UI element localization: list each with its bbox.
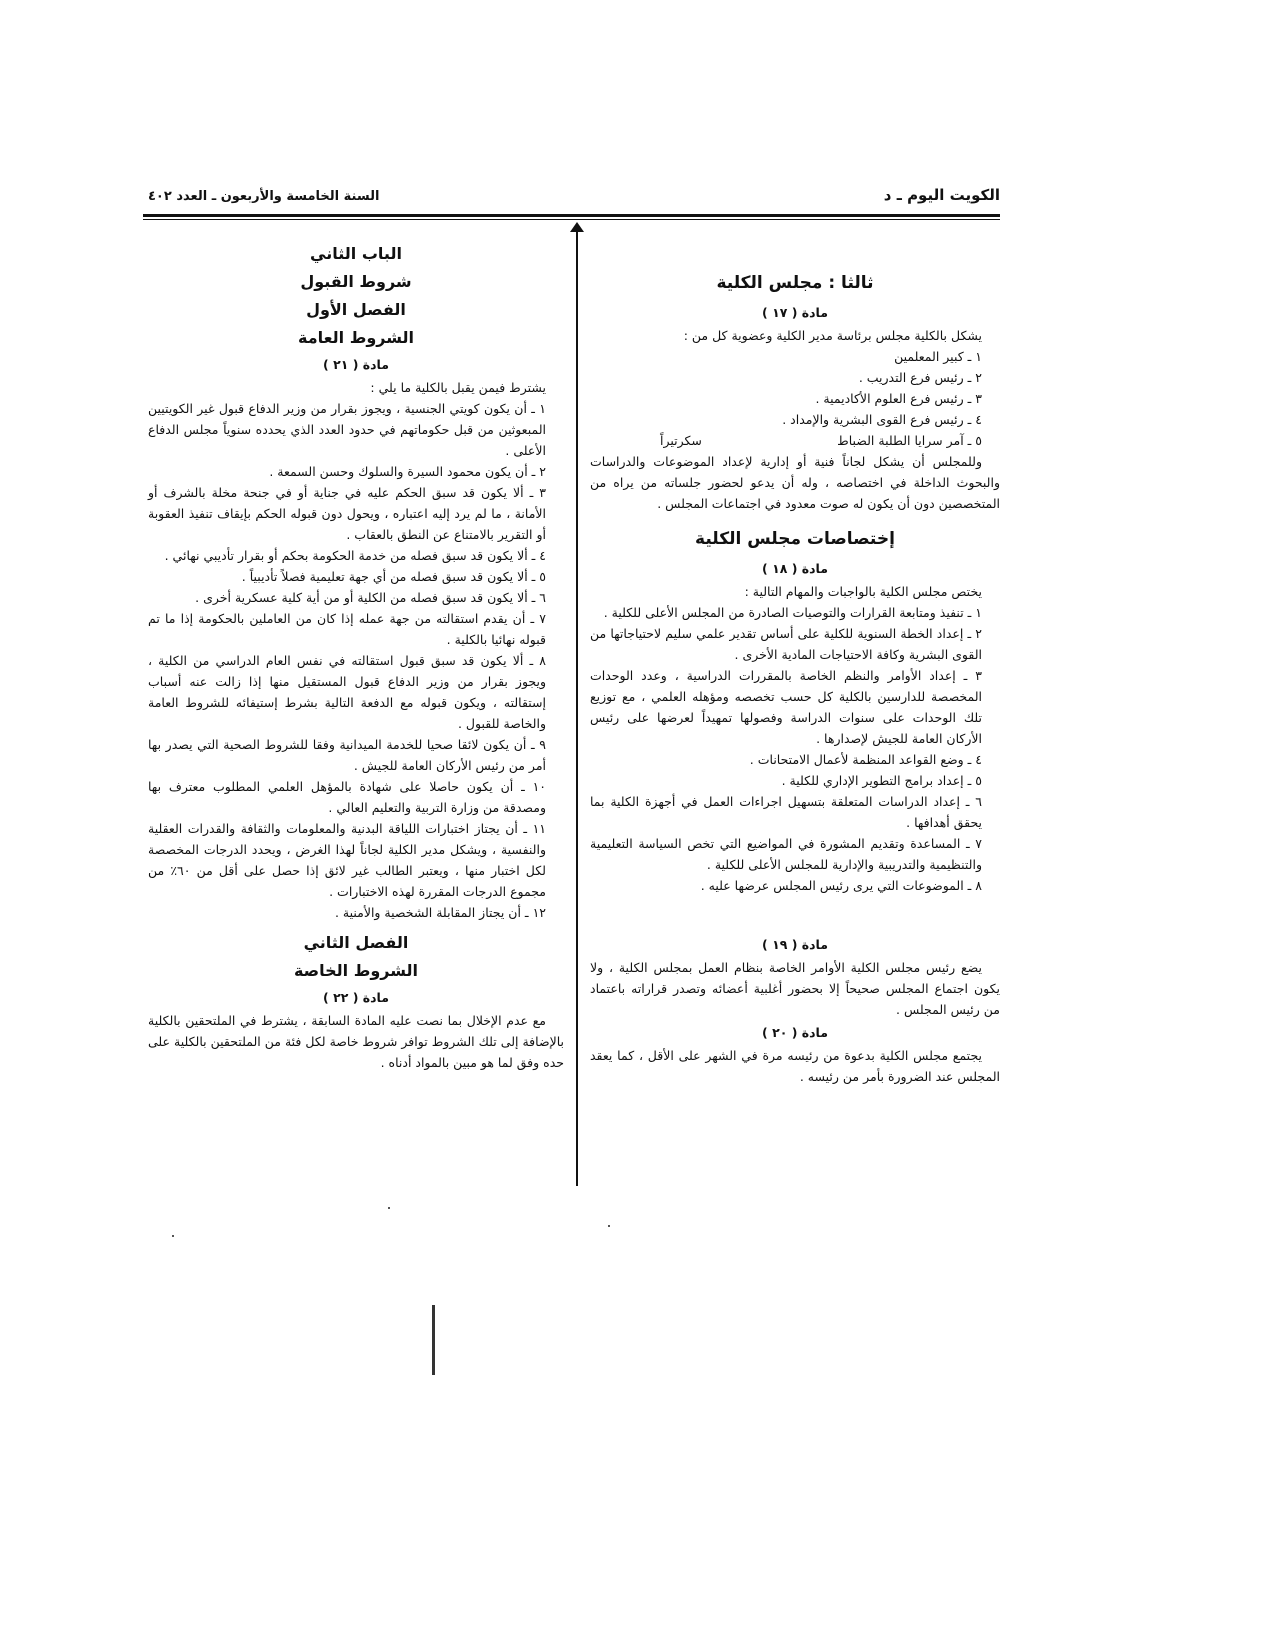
list-item: ٦ ـ إعداد الدراسات المتعلقة بتسهيل اجراءات العمل في أجهزة الكلية بما يحقق أهدافها .	[590, 794, 982, 830]
list-item: ٢ ـ رئيس فرع التدريب .	[858, 370, 982, 385]
scan-artifact-bar	[432, 1305, 435, 1375]
list-item: ٥ ـ إعداد برامج التطوير الإداري للكلية .	[781, 773, 982, 788]
list-item: ٤ ـ رئيس فرع القوى البشرية والإمداد .	[782, 412, 982, 427]
article-20-label: مادة ( ٢٠ )	[762, 1025, 828, 1040]
scan-artifact-dot	[608, 1225, 610, 1227]
page-header	[148, 186, 1000, 204]
secretary-role: سكرتيراً	[660, 433, 702, 448]
scan-artifact-dot	[388, 1207, 390, 1209]
list-item: ١٢ ـ أن يجتاز المقابلة الشخصية والأمنية .	[334, 905, 546, 920]
column-divider	[576, 228, 578, 1186]
chapter-title: الفصل الأول	[306, 300, 406, 319]
list-item: ٧ ـ المساعدة وتقديم المشورة في المواضيع التي تخص السياسة التعليمية والتنظيمية والتدريبية والإدارية للمجلس الأعلى للكلية .	[590, 836, 982, 872]
gazette-title: الكويت اليوم ـ د	[883, 186, 1000, 204]
part-subtitle: شروط القبول	[300, 272, 412, 291]
list-item: ٤ ـ ألا يكون قد سبق فصله من خدمة الحكومة بحكم أو بقرار تأديبي نهائي .	[164, 548, 546, 563]
list-item: ٧ ـ أن يقدم استقالته من جهة عمله إذا كان من العاملين بالحكومة إذا ما تم قبوله نهائيا بالكلية .	[148, 611, 546, 647]
article-17-intro: يشكل بالكلية مجلس برئاسة مدير الكلية وعضوية كل من :	[683, 328, 982, 343]
list-item: ١ ـ تنفيذ ومتابعة القرارات والتوصيات الصادرة من المجلس الأعلى للكلية .	[603, 605, 982, 620]
article-19-text: يضع رئيس مجلس الكلية الأوامر الخاصة بنظام العمل بمجلس الكلية ، ولا يكون اجتماع المجلس صحيحاً إلا بحضور أغلبية أعضائه وتصدر قراراته باعتماد من رئيس المجلس .	[590, 960, 1000, 1017]
article-19-label: مادة ( ١٩ )	[762, 937, 828, 952]
scan-artifact-dot	[172, 1235, 174, 1237]
list-item: ٨ ـ الموضوعات التي يرى رئيس المجلس عرضها عليه .	[700, 878, 982, 893]
header-rule-thin	[143, 219, 1000, 220]
issue-info: السنة الخامسة والأربعون ـ العدد ٤٠٢	[148, 189, 380, 204]
list-item: ٨ ـ ألا يكون قد سبق قبول استقالته في نفس العام الدراسي من الكلية ، ويجوز بقرار من وزير الدفاع قبول المستقيل منها إذا زالت عنه أسباب إستقالته ، ويكون قبوله مع الدفعة التالية بشرط إستيفائه للشروط العامة والخاصة للقبول .	[148, 653, 546, 731]
article-18-label: مادة ( ١٨ )	[762, 561, 828, 576]
secretary-item: ٥ ـ آمر سرايا الطلبة الضباط	[837, 433, 982, 448]
chapter-2-title: الفصل الثاني	[303, 933, 409, 952]
article-22-label: مادة ( ٢٢ )	[323, 990, 389, 1005]
article-21-label: مادة ( ٢١ )	[323, 357, 389, 372]
list-item: ٦ ـ ألا يكون قد سبق فصله من الكلية أو من أية كلية عسكرية أخرى .	[195, 590, 546, 605]
part-title: الباب الثاني	[310, 244, 402, 263]
list-item: ٣ ـ إعداد الأوامر والنظم الخاصة بالمقررات الدراسية ، وعدد الوحدات المخصصة للدارسين بالكلية كل حسب تخصصه ومؤهله العلمي ، مع توزيع تلك الوحدات على سنوات الدراسة وفصولها تمهيداً لعرضها على رئيس الأركان العامة للجيش لإصدارها .	[590, 668, 982, 746]
chapter-subtitle: الشروط العامة	[298, 328, 414, 347]
list-item: ٤ ـ وضع القواعد المنظمة لأعمال الامتحانات .	[749, 752, 982, 767]
list-item: ٢ ـ إعداد الخطة السنوية للكلية على أساس تقدير علمي سليم لاحتياجاتها من القوى البشرية وكافة الاحتياجات المادية الأخرى .	[590, 626, 982, 662]
article-21-intro: يشترط فيمن يقبل بالكلية ما يلي :	[370, 380, 546, 395]
article-20-text: يجتمع مجلس الكلية بدعوة من رئيسه مرة في الشهر على الأقل ، كما يعقد المجلس عند الضرورة بأمر من رئيسه .	[590, 1048, 1000, 1084]
article-17-label: مادة ( ١٧ )	[762, 305, 828, 320]
secretary-row	[590, 430, 982, 451]
right-column	[590, 240, 1000, 1087]
list-item: ٣ ـ رئيس فرع العلوم الأكاديمية .	[815, 391, 982, 406]
list-item: ١٠ ـ أن يكون حاصلا على شهادة بالمؤهل العلمي المطلوب معترف بها ومصدقة من وزارة التربية والتعليم العالي .	[148, 779, 546, 815]
list-item: ١ ـ أن يكون كويتي الجنسية ، ويجوز بقرار من وزير الدفاع قبول غير الكويتيين المبعوثين من قبل حكوماتهم في حدود العدد الذي يحدده سنوياً مجلس الدفاع الأعلى .	[148, 401, 546, 458]
section-title-college-council: ثالثا : مجلس الكلية	[716, 273, 874, 293]
list-item: ٣ ـ ألا يكون قد سبق الحكم عليه في جناية أو في جنحة مخلة بالشرف أو الأمانة ، ما لم يرد إليه اعتباره ، ويحول دون قبوله الحكم بإيقاف تنفيذ العقوبة أو التقرير بالامتناع عن النطق بالعقاب .	[148, 485, 546, 542]
list-item: ١ ـ كبير المعلمين	[894, 349, 982, 364]
list-item: ٩ ـ أن يكون لائقا صحيا للخدمة الميدانية وفقا للشروط الصحية التي يصدر بها أمر من رئيس الأركان العامة للجيش .	[148, 737, 546, 773]
chapter-2-subtitle: الشروط الخاصة	[293, 961, 419, 980]
article-18-intro: يختص مجلس الكلية بالواجبات والمهام التالية :	[744, 584, 982, 599]
article-17-closing: وللمجلس أن يشكل لجاناً فنية أو إدارية لإعداد الموضوعات والدراسات والبحوث الداخلة في اختصاصه ، وله أن يدعو لحضور جلساته من يراه من المتخصصين دون أن يكون له صوت معدود في اجتماعات المجلس .	[590, 454, 1000, 511]
subsection-title-competences: إختصاصات مجلس الكلية	[695, 529, 895, 549]
list-item: ١١ ـ أن يجتاز اختبارات اللياقة البدنية والمعلومات والثقافة والقدرات العقلية والنفسية ، ويشكل مدير الكلية لجاناً لهذا الغرض ، ويحدد الدرجات المخصصة لكل اختبار منها ، ويعتبر الطالب غير لائق إذا حصل على أقل من ٦٠٪ من مجموع الدرجات المقررة لهذه الاختبارات .	[148, 821, 546, 899]
list-item: ٢ ـ أن يكون محمود السيرة والسلوك وحسن السمعة .	[269, 464, 546, 479]
council-members-list	[590, 346, 1000, 451]
left-column	[148, 240, 564, 1073]
article-22-text: مع عدم الإخلال بما نصت عليه المادة السابقة ، يشترط في الملتحقين بالكلية بالإضافة إلى تلك الشروط توافر شروط خاصة لكل فئة من الملتحقين بالكلية على حده وفق لما هو مبين بالمواد أدناه .	[148, 1013, 564, 1070]
header-rule-thick	[143, 214, 1000, 217]
list-item: ٥ ـ ألا يكون قد سبق فصله من أي جهة تعليمية فصلاً تأديبياً .	[241, 569, 546, 584]
